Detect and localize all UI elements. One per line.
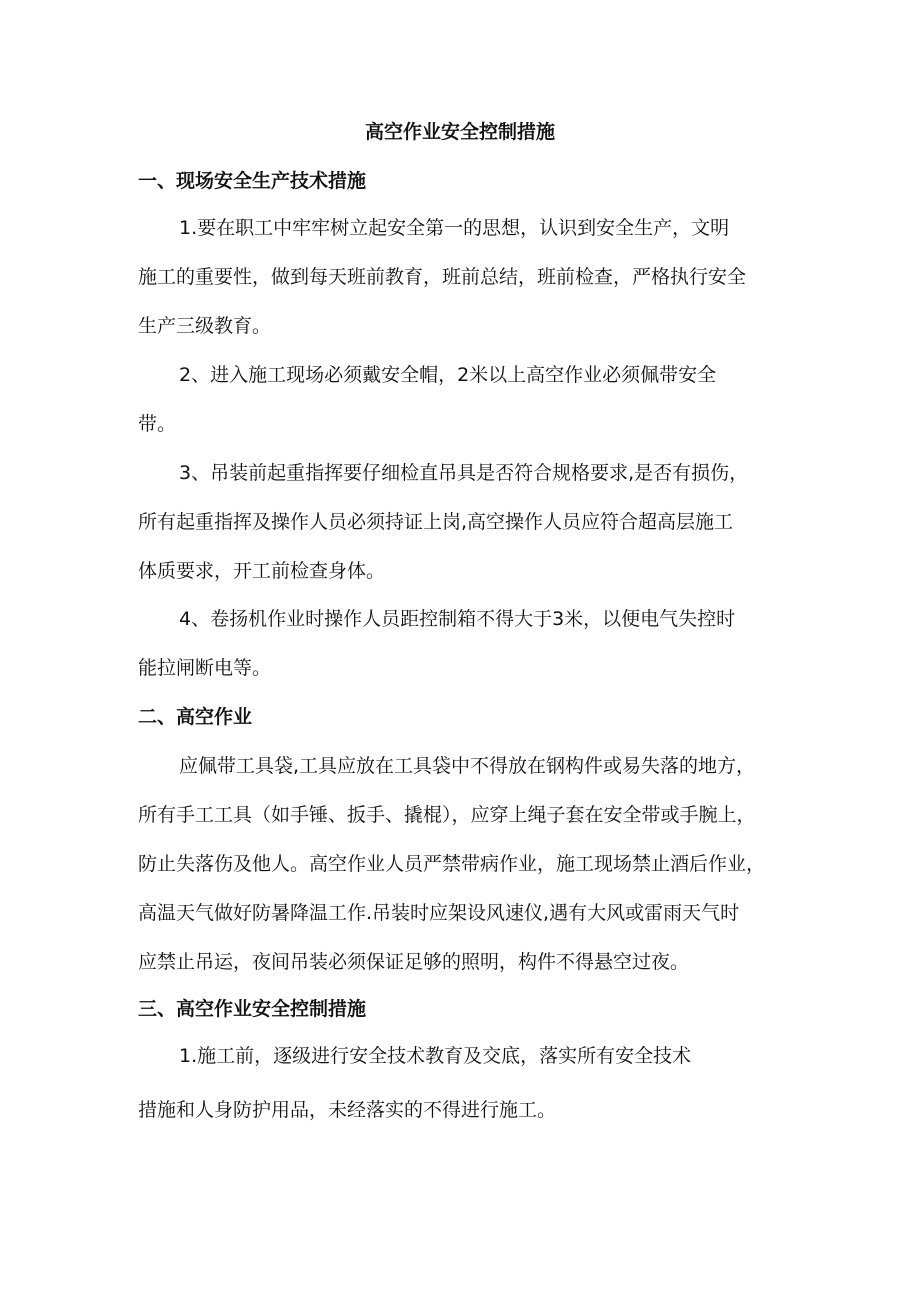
paragraph-line: 防止失落伤及他人。高空作业人员严禁带病作业，施工现场禁止酒后作业， — [138, 853, 766, 875]
paragraph-line: 4、卷扬机作业时操作人员距控制箱不得大于3米，以便电气失控时 — [179, 608, 736, 630]
paragraph-line: 生产三级教育。 — [138, 315, 272, 337]
paragraph-line: 2、进入施工现场必须戴安全帽，2米以上高空作业必须佩带安全 — [179, 364, 717, 386]
paragraph-line: 带。 — [138, 413, 177, 435]
section1-paragraph-4 — [138, 605, 788, 703]
paragraph-line: 1.要在职工中牢牢树立起安全第一的思想，认识到安全生产，文明 — [179, 217, 730, 239]
paragraph-line: 应禁止吊运，夜间吊装必须保证足够的照明，构件不得悬空过夜。 — [138, 951, 690, 973]
paragraph-line: 所有手工工具（如手锤、扳手、撬棍），应穿上绳子套在安全带或手腕上， — [138, 804, 756, 826]
section1-paragraph-3 — [138, 459, 788, 606]
section3-paragraph-1 — [138, 1042, 788, 1145]
section-heading-3: 三、高空作业安全控制措施 — [138, 998, 367, 1020]
section-heading-1: 一、现场安全生产技术措施 — [138, 170, 367, 192]
section-heading-2: 二、高空作业 — [138, 706, 253, 728]
paragraph-line: 1.施工前，逐级进行安全技术教育及交底，落实所有安全技术 — [179, 1045, 692, 1067]
paragraph-line: 高温天气做好防暑降温工作.吊装时应架设风速仪,遇有大风或雷雨天气时 — [138, 902, 740, 924]
paragraph-line: 施工的重要性，做到每天班前教育，班前总结，班前检查，严格执行安全 — [138, 266, 747, 288]
paragraph-line: 所有起重指挥及操作人员必须持证上岗,高空操作人员应符合超高层施工 — [138, 511, 734, 533]
section1-paragraph-2 — [138, 361, 788, 459]
section1-paragraph-1 — [138, 214, 788, 361]
paragraph-line: 3、吊装前起重指挥要仔细检直吊具是否符合规格要求,是否有损伤， — [179, 462, 749, 484]
paragraph-line: 能拉闸断电等。 — [138, 657, 272, 679]
paragraph-line: 措施和人身防护用品，未经落实的不得进行施工。 — [138, 1099, 557, 1121]
section2-paragraph-1 — [138, 752, 788, 997]
document-title: 高空作业安全控制措施 — [364, 121, 555, 143]
paragraph-line: 体质要求，开工前检查身体。 — [138, 560, 386, 582]
paragraph-line: 应佩带工具袋,工具应放在工具袋中不得放在钢构件或易失落的地方， — [179, 755, 756, 777]
